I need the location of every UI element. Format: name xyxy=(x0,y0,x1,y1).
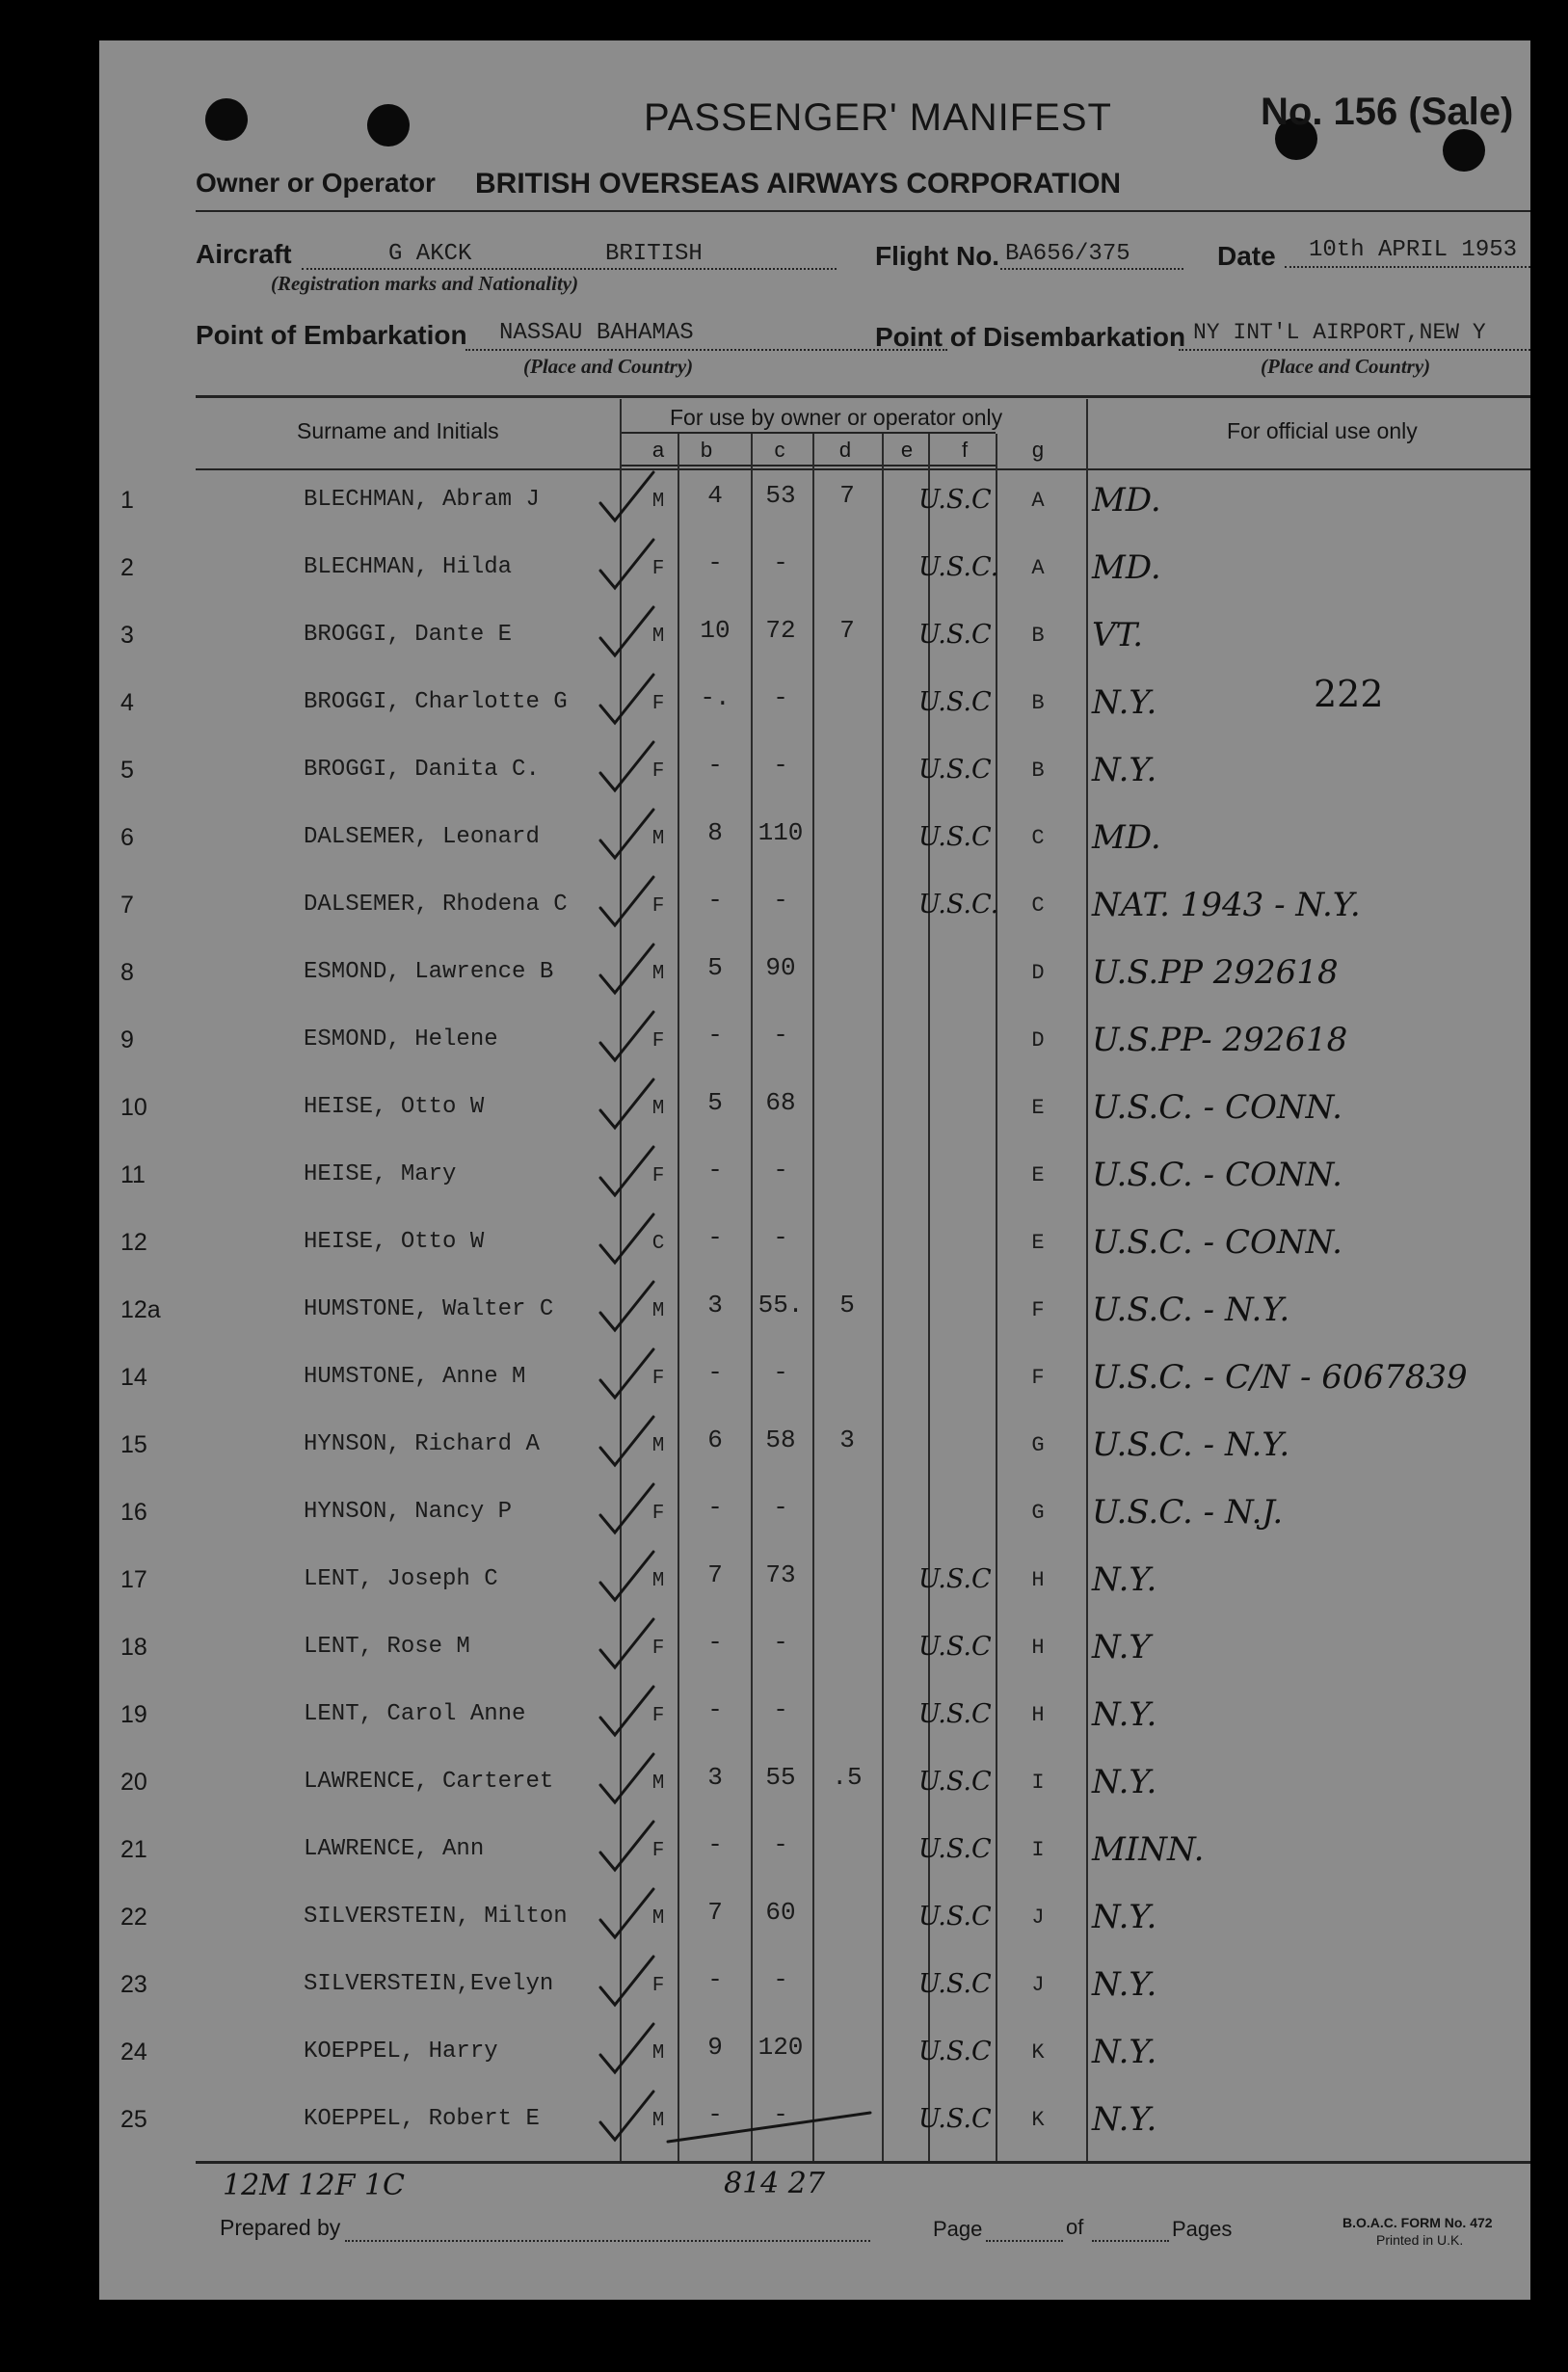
official-note: N.Y. xyxy=(1092,1695,1157,1734)
checkmark-stroke xyxy=(600,2092,653,2140)
passenger-name: HEISE, Otto W xyxy=(304,1229,485,1255)
group-cell: B xyxy=(1031,759,1045,783)
checkmark-stroke xyxy=(600,1214,653,1263)
cell-b: - xyxy=(707,751,723,780)
cell-c: 73 xyxy=(765,1560,796,1589)
group-cell: F xyxy=(1031,1366,1045,1390)
citizenship-cell: U.S.C xyxy=(918,1969,992,1999)
citizenship-cell: U.S.C xyxy=(918,687,992,717)
passenger-name: HEISE, Otto W xyxy=(304,1094,485,1120)
official-note: U.S.C. - C/N - 6067839 xyxy=(1092,1358,1468,1397)
sex-cell: M xyxy=(651,1570,665,1592)
row-number: 8 xyxy=(120,959,134,986)
cell-c: 120 xyxy=(757,2033,804,2062)
checkmark-stroke xyxy=(600,1349,653,1398)
passenger-name: BROGGI, Charlotte G xyxy=(304,689,568,715)
disembarkation-value: NY INT'L AIRPORT,NEW Y xyxy=(1193,320,1486,345)
cell-c: - xyxy=(773,1021,788,1050)
checkmark-stroke xyxy=(600,1079,653,1128)
group-cell: H xyxy=(1031,1568,1045,1592)
manifest-number: No. 156 (Sale) xyxy=(1261,91,1514,133)
cell-b: - xyxy=(707,1830,723,1859)
cell-d: 7 xyxy=(839,616,855,645)
group-cell: F xyxy=(1031,1298,1045,1322)
group-cell: A xyxy=(1031,556,1045,580)
citizenship-cell: U.S.C xyxy=(918,822,992,852)
col-c-letter: c xyxy=(774,438,785,462)
passenger-name: HYNSON, Richard A xyxy=(304,1431,540,1457)
group-cell: H xyxy=(1031,1636,1045,1660)
passenger-name: BLECHMAN, Hilda xyxy=(304,554,513,580)
cell-c: - xyxy=(773,1695,788,1724)
checkmark-stroke xyxy=(600,1957,653,2005)
manifest-sheet xyxy=(99,40,1530,2300)
totals-handwritten: 814 27 xyxy=(724,2167,825,2200)
passenger-name: SILVERSTEIN, Milton xyxy=(304,1904,568,1930)
owner-label: Owner or Operator xyxy=(196,168,436,198)
row-number: 11 xyxy=(120,1161,146,1188)
embarkation-label: Point of Embarkation xyxy=(196,320,467,350)
cell-b: 7 xyxy=(707,1898,723,1927)
group-cell: J xyxy=(1031,1906,1045,1930)
sex-cell: M xyxy=(651,1098,665,1120)
row-number: 15 xyxy=(120,1431,147,1458)
passenger-name: HUMSTONE, Walter C xyxy=(304,1296,554,1322)
prepared-by-label: Prepared by xyxy=(220,2215,341,2240)
disembarkation-label: Point of Disembarkation xyxy=(875,322,1186,352)
group-cell: H xyxy=(1031,1703,1045,1727)
citizenship-cell: U.S.C xyxy=(918,1902,992,1932)
sex-cell: M xyxy=(651,626,665,648)
checkmark-stroke xyxy=(600,1552,653,1600)
of-dotted-line xyxy=(1092,2240,1169,2242)
cell-c: 90 xyxy=(765,953,796,982)
cell-b: -. xyxy=(700,683,731,712)
cell-c: - xyxy=(773,548,788,577)
checkmark-stroke xyxy=(600,540,653,588)
row-number: 4 xyxy=(120,689,134,716)
group-cell: C xyxy=(1031,826,1045,850)
official-note: N.Y. xyxy=(1092,751,1157,789)
sex-cell: F xyxy=(651,1638,665,1660)
row-number: 3 xyxy=(120,622,134,649)
cell-b: 3 xyxy=(707,1291,723,1319)
row-number: 22 xyxy=(120,1904,147,1931)
cell-b: - xyxy=(707,1156,723,1185)
citizenship-cell: U.S.C xyxy=(918,1632,992,1662)
checkmark-stroke xyxy=(600,1147,653,1195)
group-cell: K xyxy=(1031,2108,1045,2132)
cell-d: 3 xyxy=(839,1426,855,1454)
checkmark-stroke xyxy=(600,1619,653,1667)
owner-use-header: For use by owner or operator only xyxy=(670,405,1003,430)
cell-c: 53 xyxy=(765,481,796,510)
official-note: U.S.C. - CONN. xyxy=(1092,1088,1342,1127)
checkmarks-layer xyxy=(99,40,1530,2300)
checkmark-stroke xyxy=(600,1012,653,1060)
col-g-letter: g xyxy=(1031,438,1045,462)
citizenship-cell: U.S.C. xyxy=(918,552,999,582)
form-number: B.O.A.C. FORM No. 472 xyxy=(1342,2215,1493,2230)
row-number: 16 xyxy=(120,1499,147,1526)
checkmark-stroke xyxy=(600,472,653,520)
official-note: U.S.C. - N.Y. xyxy=(1092,1291,1290,1329)
cell-c: - xyxy=(773,1156,788,1185)
citizenship-cell: U.S.C xyxy=(918,2037,992,2066)
group-cell: J xyxy=(1031,1973,1045,1997)
aircraft-label: Aircraft xyxy=(196,239,292,269)
cell-c: 72 xyxy=(765,616,796,645)
cell-c: - xyxy=(773,683,788,712)
group-cell: I xyxy=(1031,1771,1045,1795)
passenger-name: BROGGI, Dante E xyxy=(304,622,513,648)
cell-b: - xyxy=(707,1021,723,1050)
cell-b: - xyxy=(707,886,723,915)
row-number: 24 xyxy=(120,2039,147,2066)
page-label: Page xyxy=(933,2217,983,2241)
cell-b: - xyxy=(707,1965,723,1994)
passenger-name: LENT, Joseph C xyxy=(304,1566,498,1592)
cell-d: 7 xyxy=(839,481,855,510)
margin-note-222: 222 xyxy=(1314,673,1384,715)
cell-c: - xyxy=(773,1493,788,1522)
official-note: U.S.C. - CONN. xyxy=(1092,1156,1342,1194)
group-cell: D xyxy=(1031,961,1045,985)
group-cell: C xyxy=(1031,893,1045,918)
checkmark-stroke xyxy=(600,877,653,925)
cell-b: 10 xyxy=(700,616,731,645)
sex-cell: F xyxy=(651,895,665,918)
passenger-name: DALSEMER, Rhodena C xyxy=(304,892,568,918)
checkmark-stroke xyxy=(600,1889,653,1937)
cell-b: - xyxy=(707,1493,723,1522)
official-note: N.Y. xyxy=(1092,1898,1157,1936)
sex-cell: M xyxy=(651,2110,665,2132)
cell-b: 5 xyxy=(707,1088,723,1117)
cell-b: 6 xyxy=(707,1426,723,1454)
group-cell: G xyxy=(1031,1433,1045,1457)
passenger-name: LAWRENCE, Carteret xyxy=(304,1769,554,1795)
embarkation-value: NASSAU BAHAMAS xyxy=(499,320,694,346)
flight-label: Flight No. xyxy=(875,241,1000,271)
cell-c: 68 xyxy=(765,1088,796,1117)
date-value: 10th APRIL 1953 xyxy=(1309,237,1518,263)
sex-cell: F xyxy=(651,558,665,580)
surname-header: Surname and Initials xyxy=(297,418,499,443)
group-cell: G xyxy=(1031,1501,1045,1525)
sex-cell: F xyxy=(651,1975,665,1997)
row-number: 7 xyxy=(120,892,134,919)
row-number: 5 xyxy=(120,757,134,784)
passenger-name: DALSEMER, Leonard xyxy=(304,824,540,850)
checkmark-stroke xyxy=(600,675,653,723)
cell-c: 55. xyxy=(757,1291,804,1319)
row-number: 14 xyxy=(120,1364,147,1391)
sex-cell: F xyxy=(651,1840,665,1862)
official-note: N.Y. xyxy=(1092,2033,1157,2071)
official-note: N.Y. xyxy=(1092,683,1157,722)
cell-c: - xyxy=(773,1965,788,1994)
citizenship-cell: U.S.C xyxy=(918,1699,992,1729)
official-note: U.S.C. - N.Y. xyxy=(1092,1426,1290,1464)
official-note: N.Y. xyxy=(1092,1965,1157,2004)
cell-c: - xyxy=(773,886,788,915)
group-cell: B xyxy=(1031,691,1045,715)
passenger-name: HUMSTONE, Anne M xyxy=(304,1364,526,1390)
sex-cell: F xyxy=(651,1503,665,1525)
official-note: U.S.PP 292618 xyxy=(1092,953,1339,992)
embarkation-caption: (Place and Country) xyxy=(523,355,694,378)
passenger-name: HYNSON, Nancy P xyxy=(304,1499,513,1525)
cell-b: 7 xyxy=(707,1560,723,1589)
sex-cell: M xyxy=(651,1907,665,1930)
sex-cell: F xyxy=(651,1705,665,1727)
col-a-letter: a xyxy=(651,438,665,462)
official-use-header: For official use only xyxy=(1227,418,1418,443)
checkmark-stroke xyxy=(600,1754,653,1802)
cell-b: 3 xyxy=(707,1763,723,1792)
cell-b: 4 xyxy=(707,481,723,510)
citizenship-cell: U.S.C xyxy=(918,1564,992,1594)
sex-cell: F xyxy=(651,1165,665,1187)
official-note: MD. xyxy=(1092,548,1161,587)
checkmark-stroke xyxy=(600,1822,653,1870)
sex-cell: F xyxy=(651,1368,665,1390)
sex-cell: M xyxy=(651,2042,665,2065)
citizenship-cell: U.S.C xyxy=(918,1767,992,1797)
passenger-name: ESMOND, Helene xyxy=(304,1026,498,1053)
cell-b: - xyxy=(707,2100,723,2129)
official-note: U.S.C. - N.J. xyxy=(1092,1493,1284,1532)
sex-cell: F xyxy=(651,760,665,783)
tally-handwritten: 12M 12F 1C xyxy=(223,2169,405,2202)
passenger-name: LENT, Rose M xyxy=(304,1634,470,1660)
row-number: 17 xyxy=(120,1566,147,1593)
cell-b: - xyxy=(707,1628,723,1657)
cell-b: - xyxy=(707,1223,723,1252)
citizenship-cell: U.S.C. xyxy=(918,890,999,919)
group-cell: E xyxy=(1031,1163,1045,1187)
passenger-name: SILVERSTEIN,Evelyn xyxy=(304,1971,554,1997)
passenger-name: KOEPPEL, Robert E xyxy=(304,2106,540,2132)
checkmark-stroke xyxy=(600,945,653,993)
sex-cell: M xyxy=(651,1300,665,1322)
passenger-name: ESMOND, Lawrence B xyxy=(304,959,554,985)
cell-d: .5 xyxy=(832,1763,863,1792)
cell-c: - xyxy=(773,1358,788,1387)
official-note: MD. xyxy=(1092,818,1161,857)
row-number: 23 xyxy=(120,1971,147,1998)
passenger-name: LAWRENCE, Ann xyxy=(304,1836,485,1862)
cell-b: 9 xyxy=(707,2033,723,2062)
cell-b: - xyxy=(707,1695,723,1724)
sex-cell: M xyxy=(651,963,665,985)
row-number: 12 xyxy=(120,1229,147,1256)
cell-c: 60 xyxy=(765,1898,796,1927)
cell-c: 55 xyxy=(765,1763,796,1792)
citizenship-cell: U.S.C xyxy=(918,755,992,785)
passenger-name: LENT, Carol Anne xyxy=(304,1701,526,1727)
passenger-name: KOEPPEL, Harry xyxy=(304,2039,498,2065)
sex-cell: M xyxy=(651,491,665,513)
official-note: MD. xyxy=(1092,481,1161,520)
row-number: 9 xyxy=(120,1026,134,1053)
checkmark-stroke xyxy=(600,1282,653,1330)
sex-cell: F xyxy=(651,1030,665,1053)
checkmark-stroke xyxy=(600,2024,653,2072)
sex-cell: F xyxy=(651,693,665,715)
citizenship-cell: U.S.C xyxy=(918,620,992,650)
row-number: 18 xyxy=(120,1634,147,1661)
cell-b: 8 xyxy=(707,818,723,847)
citizenship-cell: U.S.C xyxy=(918,485,992,515)
aircraft-registration: G AKCK xyxy=(388,241,472,267)
prepared-by-dotted-line xyxy=(345,2240,870,2242)
sex-cell: M xyxy=(651,1772,665,1795)
official-note: N.Y. xyxy=(1092,2100,1157,2139)
row-number: 19 xyxy=(120,1701,147,1728)
sex-cell: M xyxy=(651,1435,665,1457)
checkmark-stroke xyxy=(600,1687,653,1735)
col-f-letter: f xyxy=(961,438,969,462)
row-number: 10 xyxy=(120,1094,147,1121)
printed-in: Printed in U.K. xyxy=(1376,2232,1464,2248)
checkmark-stroke xyxy=(600,742,653,790)
page-dotted-line xyxy=(986,2240,1063,2242)
official-note: N.Y. xyxy=(1092,1560,1157,1599)
official-note: VT. xyxy=(1092,616,1144,654)
official-note: N.Y xyxy=(1092,1628,1151,1666)
group-cell: E xyxy=(1031,1231,1045,1255)
aircraft-nationality: BRITISH xyxy=(605,241,703,267)
official-note: U.S.C. - CONN. xyxy=(1092,1223,1342,1262)
manifest-title: PASSENGER' MANIFEST xyxy=(644,96,1112,139)
passenger-name: BROGGI, Danita C. xyxy=(304,757,540,783)
checkmark-stroke xyxy=(600,607,653,655)
row-number: 12a xyxy=(120,1296,161,1323)
official-note: U.S.PP- 292618 xyxy=(1092,1021,1348,1059)
group-cell: E xyxy=(1031,1096,1045,1120)
citizenship-cell: U.S.C xyxy=(918,2104,992,2134)
disembarkation-caption: (Place and Country) xyxy=(1261,355,1431,378)
owner-value: BRITISH OVERSEAS AIRWAYS CORPORATION xyxy=(475,168,1122,200)
row-number: 1 xyxy=(120,487,134,514)
cell-b: - xyxy=(707,1358,723,1387)
cell-b: 5 xyxy=(707,953,723,982)
group-cell: K xyxy=(1031,2040,1045,2065)
citizenship-cell: U.S.C xyxy=(918,1834,992,1864)
col-b-letter: b xyxy=(700,438,713,462)
flight-value: BA656/375 xyxy=(1005,241,1130,267)
cell-c: 110 xyxy=(757,818,804,847)
closing-slash-stroke xyxy=(668,2113,870,2142)
table-bottom-rule xyxy=(196,2161,1530,2164)
pages-label: Pages xyxy=(1172,2217,1233,2241)
checkmark-stroke xyxy=(600,810,653,858)
cell-c: 58 xyxy=(765,1426,796,1454)
cell-c: - xyxy=(773,1223,788,1252)
group-cell: D xyxy=(1031,1028,1045,1053)
of-label: of xyxy=(1066,2215,1084,2239)
checkmark-stroke xyxy=(600,1484,653,1532)
official-note: NAT. 1943 - N.Y. xyxy=(1092,886,1361,924)
group-cell: I xyxy=(1031,1838,1045,1862)
group-cell: A xyxy=(1031,489,1045,513)
sex-cell: C xyxy=(651,1233,665,1255)
checkmark-stroke xyxy=(600,1417,653,1465)
cell-c: - xyxy=(773,1628,788,1657)
official-note: N.Y. xyxy=(1092,1763,1157,1801)
cell-c: - xyxy=(773,2100,788,2129)
row-number: 6 xyxy=(120,824,134,851)
group-cell: B xyxy=(1031,624,1045,648)
date-label: Date xyxy=(1217,241,1276,271)
row-number: 25 xyxy=(120,2106,147,2133)
cell-d: 5 xyxy=(839,1291,855,1319)
cell-c: - xyxy=(773,751,788,780)
row-number: 20 xyxy=(120,1769,147,1796)
passenger-name: HEISE, Mary xyxy=(304,1161,457,1187)
row-number: 2 xyxy=(120,554,134,581)
aircraft-caption: (Registration marks and Nationality) xyxy=(271,272,579,295)
passenger-name: BLECHMAN, Abram J xyxy=(304,487,540,513)
row-number: 21 xyxy=(120,1836,147,1863)
official-note: MINN. xyxy=(1092,1830,1205,1869)
cell-c: - xyxy=(773,1830,788,1859)
sex-cell: M xyxy=(651,828,665,850)
cell-b: - xyxy=(707,548,723,577)
col-d-letter: d xyxy=(838,438,852,462)
col-e-letter: e xyxy=(900,438,914,462)
